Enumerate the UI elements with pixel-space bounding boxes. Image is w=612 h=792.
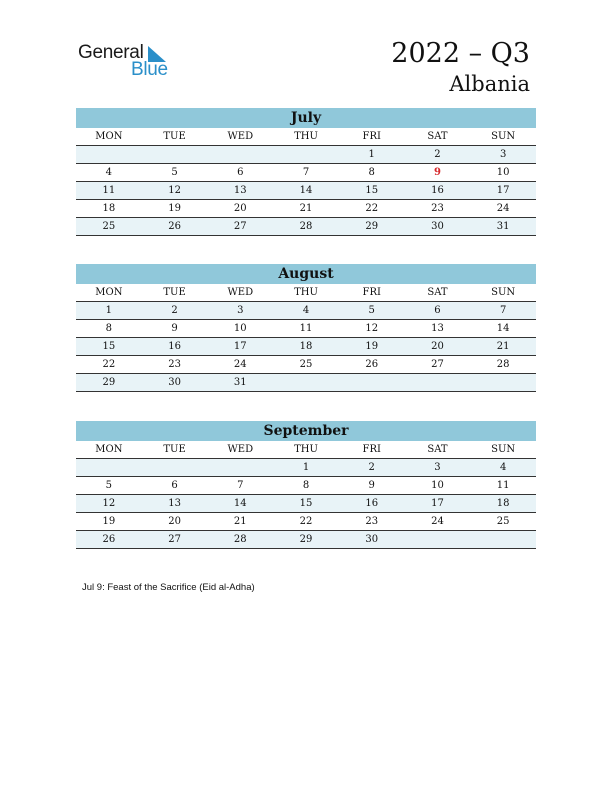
day-cell: 28 (233, 534, 247, 545)
weekday-header (76, 128, 536, 146)
day-cell: 5 (171, 167, 178, 178)
day-cell: 17 (233, 341, 247, 352)
day-cell: 31 (233, 377, 247, 388)
weekday-label: MON (95, 131, 123, 142)
day-cell: 8 (368, 167, 375, 178)
week-row (76, 164, 536, 182)
country-name: Albania (449, 72, 530, 96)
weekday-header (76, 284, 536, 302)
day-cell (76, 146, 142, 163)
day-cell (470, 531, 536, 548)
day-cell: 15 (365, 185, 379, 196)
day-cell: 13 (431, 323, 444, 334)
week-row (76, 320, 536, 338)
day-cell: 18 (299, 341, 313, 352)
weekday-label: SUN (491, 444, 516, 455)
weekday-label: THU (294, 131, 318, 142)
logo-text-blue: Blue (131, 59, 168, 80)
weekday-label: TUE (163, 287, 186, 298)
day-cell: 5 (105, 480, 113, 491)
day-cell: 22 (365, 203, 379, 214)
day-cell: 3 (499, 149, 507, 160)
day-cell: 2 (368, 462, 375, 473)
day-cell: 2 (434, 149, 441, 160)
day-cell: 21 (496, 341, 510, 352)
weekday-label: SAT (427, 444, 448, 455)
holiday-note: Jul 9: Feast of the Sacrifice (Eid al-Adha) (82, 582, 255, 593)
weekday-label: FRI (362, 131, 381, 142)
weekday-label: FRI (362, 287, 381, 298)
day-cell: 25 (102, 221, 116, 232)
day-cell: 10 (431, 480, 444, 491)
day-cell (470, 374, 536, 391)
day-cell: 14 (496, 323, 510, 334)
week-row (76, 495, 536, 513)
day-cell: 9 (171, 323, 178, 334)
day-cell: 21 (299, 203, 313, 214)
day-cell: 24 (233, 359, 247, 370)
day-cell: 28 (496, 359, 510, 370)
weekday-label: TUE (163, 131, 186, 142)
day-cell (207, 459, 273, 476)
weekday-label: SUN (491, 131, 516, 142)
day-cell: 26 (365, 359, 379, 370)
month-name: September (76, 421, 536, 441)
day-cell: 16 (431, 185, 444, 196)
day-cell (405, 374, 471, 391)
day-cell: 11 (102, 185, 116, 196)
day-cell (405, 531, 471, 548)
day-cell: 4 (105, 167, 113, 178)
day-cell: 9 (368, 480, 375, 491)
weekday-label: THU (294, 444, 318, 455)
day-cell: 28 (299, 221, 313, 232)
day-cell (142, 146, 208, 163)
day-cell: 8 (302, 480, 310, 491)
day-cell: 16 (168, 341, 181, 352)
day-cell: 15 (299, 498, 313, 509)
day-cell: 12 (102, 498, 116, 509)
day-cell: 4 (499, 462, 507, 473)
month-block (76, 421, 536, 549)
weekday-label: SAT (427, 287, 448, 298)
day-cell: 19 (365, 341, 379, 352)
weekday-label: SAT (427, 131, 448, 142)
weekday-label: MON (95, 444, 123, 455)
day-cell: 25 (299, 359, 313, 370)
day-cell: 14 (299, 185, 313, 196)
week-row (76, 182, 536, 200)
weekday-label: WED (227, 444, 254, 455)
day-cell: 1 (302, 462, 310, 473)
day-cell: 27 (168, 534, 181, 545)
weekday-label: THU (294, 287, 318, 298)
day-cell: 27 (431, 359, 444, 370)
day-cell: 26 (168, 221, 181, 232)
day-cell: 1 (368, 149, 375, 160)
holiday-day-cell: 9 (433, 167, 441, 178)
day-cell: 7 (237, 480, 244, 491)
week-row (76, 531, 536, 549)
day-cell: 16 (365, 498, 379, 509)
weekday-label: TUE (163, 444, 186, 455)
weekday-label: MON (95, 287, 123, 298)
day-cell: 24 (496, 203, 510, 214)
day-cell: 19 (102, 516, 116, 527)
day-cell: 23 (168, 359, 181, 370)
week-row (76, 374, 536, 392)
day-cell: 20 (168, 516, 181, 527)
day-cell: 22 (299, 516, 313, 527)
day-cell: 11 (299, 323, 313, 334)
day-cell (142, 459, 208, 476)
day-cell: 15 (102, 341, 116, 352)
month-name: July (76, 108, 536, 128)
day-cell: 23 (365, 516, 379, 527)
day-cell: 26 (102, 534, 116, 545)
day-cell: 29 (365, 221, 379, 232)
day-cell: 3 (434, 462, 441, 473)
day-cell: 14 (233, 498, 247, 509)
day-cell: 3 (237, 305, 244, 316)
day-cell: 11 (496, 480, 510, 491)
week-row (76, 146, 536, 164)
weekday-label: WED (227, 287, 254, 298)
week-row (76, 356, 536, 374)
day-cell: 20 (233, 203, 247, 214)
day-cell: 1 (105, 305, 113, 316)
day-cell: 18 (102, 203, 116, 214)
day-cell: 2 (171, 305, 178, 316)
weekday-label: WED (227, 131, 254, 142)
day-cell: 21 (233, 516, 247, 527)
weekday-label: FRI (362, 444, 381, 455)
weekday-header (76, 441, 536, 459)
day-cell: 18 (496, 498, 510, 509)
week-row (76, 218, 536, 236)
day-cell: 13 (233, 185, 247, 196)
day-cell: 17 (431, 498, 444, 509)
day-cell (207, 146, 273, 163)
month-block (76, 108, 536, 236)
day-cell: 8 (105, 323, 113, 334)
week-row (76, 338, 536, 356)
day-cell: 27 (233, 221, 247, 232)
day-cell: 30 (431, 221, 444, 232)
day-cell: 12 (365, 323, 379, 334)
day-cell: 29 (102, 377, 116, 388)
day-cell: 5 (368, 305, 375, 316)
month-name: August (76, 264, 536, 284)
generalblue-logo (78, 42, 198, 82)
weekday-label: SUN (491, 287, 516, 298)
day-cell: 6 (171, 480, 178, 491)
day-cell: 22 (102, 359, 116, 370)
week-row (76, 513, 536, 531)
week-row (76, 477, 536, 495)
logo-text-general: General (78, 42, 144, 63)
day-cell: 4 (302, 305, 310, 316)
day-cell: 30 (365, 534, 379, 545)
day-cell (273, 374, 339, 391)
month-block (76, 264, 536, 392)
day-cell: 20 (431, 341, 444, 352)
week-row (76, 459, 536, 477)
day-cell: 6 (237, 167, 244, 178)
day-cell: 10 (233, 323, 247, 334)
day-cell: 29 (299, 534, 313, 545)
day-cell: 23 (431, 203, 444, 214)
day-cell: 25 (496, 516, 510, 527)
day-cell (339, 374, 405, 391)
week-row (76, 302, 536, 320)
day-cell: 12 (168, 185, 181, 196)
day-cell: 13 (168, 498, 181, 509)
day-cell: 7 (499, 305, 507, 316)
day-cell: 10 (496, 167, 510, 178)
page-title: 2022 – Q3 (391, 38, 530, 69)
day-cell: 31 (496, 221, 510, 232)
day-cell: 30 (168, 377, 181, 388)
day-cell: 19 (168, 203, 181, 214)
day-cell (273, 146, 339, 163)
day-cell: 7 (302, 167, 310, 178)
day-cell: 6 (434, 305, 441, 316)
day-cell: 17 (496, 185, 510, 196)
week-row (76, 200, 536, 218)
day-cell (76, 459, 142, 476)
day-cell: 24 (431, 516, 444, 527)
